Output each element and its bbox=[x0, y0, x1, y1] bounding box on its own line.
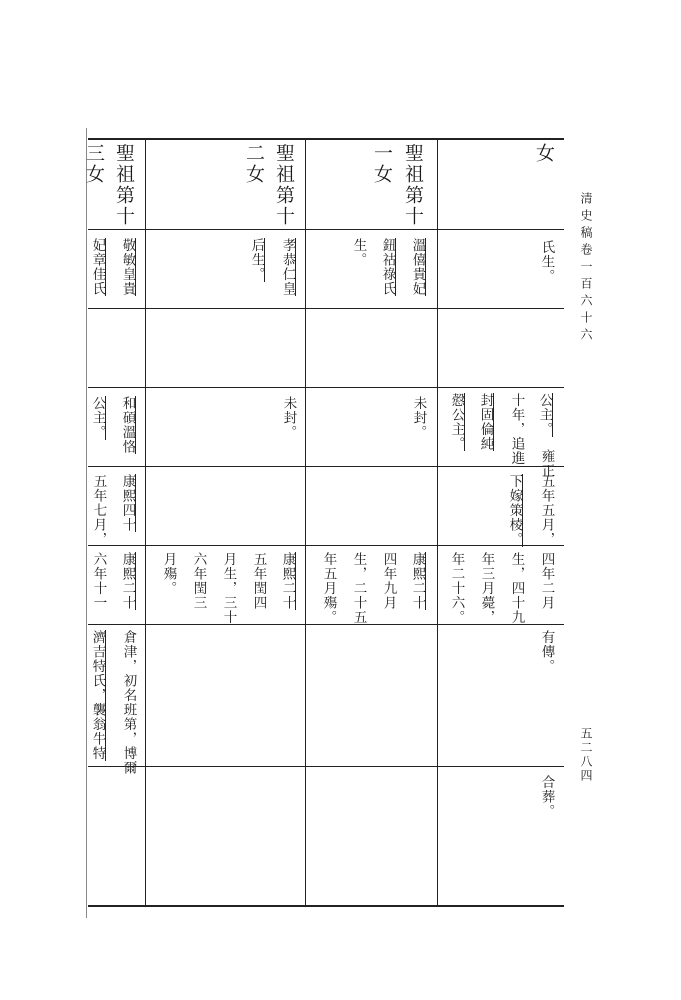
col-b-birth-line: 四年九月 bbox=[380, 552, 397, 610]
col-a-title-rest: 雍正 bbox=[538, 449, 555, 478]
col-a-consort-note-2: 合葬。 bbox=[538, 775, 555, 819]
col-b-birth-line: 年五月殤。 bbox=[320, 552, 337, 625]
col-a-consort-note-1: 有傳。 bbox=[538, 630, 555, 674]
col-a-death-line: 年三月薨， bbox=[478, 552, 495, 625]
row-divider-4 bbox=[88, 466, 564, 467]
col-b-mother-line: 鈕祜祿氏 bbox=[379, 238, 396, 296]
col-c-birth-line: 康熙二十 bbox=[279, 552, 296, 610]
col-c-mother-line: 孝恭仁皇 bbox=[279, 238, 296, 296]
col-d-mother-line: 敬敏皇貴 bbox=[119, 238, 136, 296]
col-d-birth-line: 六年十一 bbox=[90, 552, 107, 610]
col-b-birth-line: 生，二十五 bbox=[350, 552, 367, 625]
row-divider-3 bbox=[88, 387, 564, 388]
col-a-marriage-date: 五年五月， bbox=[538, 474, 555, 547]
col-a-death-line: 生，四十九 bbox=[508, 552, 525, 625]
col-d-consort-line: 倉津，初名班第，博爾 bbox=[120, 630, 137, 775]
col-d-title-2: 三女 bbox=[83, 143, 105, 185]
col-b-title-1: 聖祖第十 bbox=[402, 143, 424, 227]
col-c-birth-line: 五年閏四 bbox=[250, 552, 267, 610]
col-d-title-line: 公主。 bbox=[89, 396, 106, 440]
col-c-birth-line: 月生，三十 bbox=[220, 552, 237, 625]
col-divider-3 bbox=[437, 138, 438, 905]
col-d-title-1: 聖祖第十 bbox=[113, 143, 135, 227]
col-a-death-line: 年二十六。 bbox=[448, 552, 465, 625]
row-divider-2 bbox=[88, 308, 564, 309]
col-b-birth-line: 康熙二十 bbox=[409, 552, 426, 610]
col-a-title-line: 慤公主。 bbox=[448, 393, 465, 451]
col-c-birth-line: 六年閏三 bbox=[190, 552, 207, 610]
running-header: 清史稿卷一百六十六 bbox=[579, 192, 593, 345]
col-d-mother-line: 妃章佳氏 bbox=[89, 238, 106, 296]
row-divider-1 bbox=[88, 229, 564, 230]
row-divider-5 bbox=[88, 545, 564, 546]
col-a-title-bracket: 公主。 bbox=[536, 393, 553, 437]
col-b-mother-end: 生。 bbox=[350, 238, 367, 267]
col-c-birth-line: 月殤。 bbox=[160, 552, 177, 596]
col-c-title-2: 二女 bbox=[243, 143, 265, 185]
bottom-rule bbox=[88, 905, 564, 907]
col-d-marriage-line: 五年七月， bbox=[90, 474, 107, 547]
left-rule bbox=[86, 128, 87, 918]
col-d-title-line: 和碩溫恪 bbox=[119, 396, 136, 454]
col-divider-2 bbox=[305, 138, 306, 905]
col-a-death-line: 四年二月 bbox=[538, 552, 555, 610]
col-a-marriage-spouse: 下嫁策棱。 bbox=[506, 474, 523, 547]
row-divider-7 bbox=[88, 766, 564, 767]
col-b-title-status: 未封。 bbox=[410, 396, 427, 440]
col-a-title-line: 封固倫純 bbox=[477, 393, 494, 451]
col-b-title-2: 一女 bbox=[371, 143, 393, 185]
col-a-mother: 氏生。 bbox=[538, 240, 555, 284]
col-a-title: 女 bbox=[533, 143, 555, 164]
col-b-mother-line: 溫僖貴妃 bbox=[409, 238, 426, 296]
col-divider-1 bbox=[145, 138, 146, 905]
col-d-marriage-line: 康熙四十 bbox=[119, 474, 136, 532]
col-d-birth-line: 康熙二十 bbox=[119, 552, 136, 610]
col-c-mother-line: 后生。 bbox=[248, 238, 265, 282]
col-c-title-status: 未封。 bbox=[280, 396, 297, 440]
page-number: 五二八四 bbox=[579, 727, 593, 783]
col-d-consort-line: 濟吉特氏，襲翁牛特 bbox=[89, 630, 106, 761]
col-c-title-1: 聖祖第十 bbox=[273, 143, 295, 227]
top-rule bbox=[88, 138, 564, 140]
col-a-title-line: 十年，追進 bbox=[508, 393, 525, 466]
